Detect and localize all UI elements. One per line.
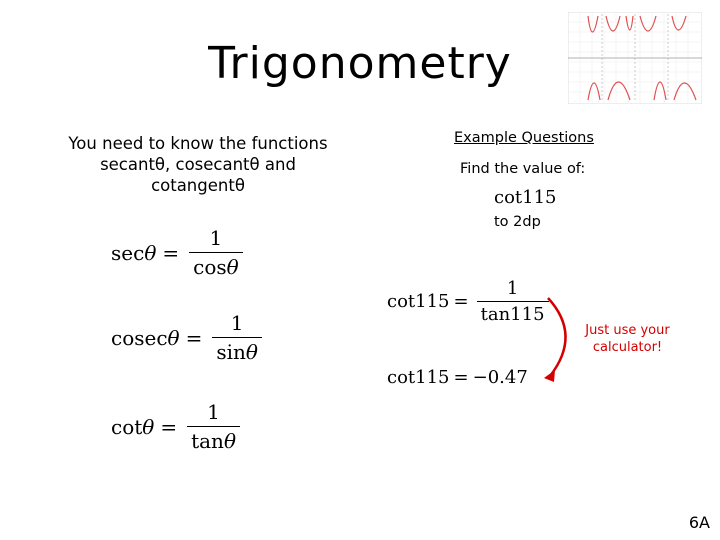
step-reciprocal bbox=[387, 278, 549, 325]
calculator-note-line-2: calculator! bbox=[592, 340, 663, 355]
example-heading: Example Questions bbox=[454, 130, 594, 146]
sec-denominator bbox=[189, 252, 243, 279]
sec-fraction bbox=[189, 226, 243, 279]
sec-den-var: θ bbox=[226, 255, 239, 279]
step1-numerator: 1 bbox=[506, 278, 519, 299]
step1-denominator: tan115 bbox=[477, 301, 549, 325]
intro-line-1: You need to know the functions bbox=[68, 134, 328, 153]
step2-equals: = bbox=[453, 367, 469, 388]
step2-result-value: −0.47 bbox=[472, 367, 528, 388]
cot-fraction bbox=[187, 400, 240, 453]
sec-identity bbox=[111, 226, 243, 279]
cosec-lhs-func: cosec bbox=[111, 325, 168, 350]
cot-den-func: tan bbox=[191, 429, 224, 453]
intro-text bbox=[18, 133, 378, 196]
step1-equals: = bbox=[453, 291, 469, 312]
cosec-fraction bbox=[212, 311, 262, 364]
svg-text:·: · bbox=[664, 99, 666, 104]
sec-lhs-func: sec bbox=[111, 240, 145, 265]
sec-equals: = bbox=[162, 240, 180, 265]
cot-den-var: θ bbox=[223, 429, 236, 453]
intro-line-3: cotangentθ bbox=[151, 176, 245, 195]
cosec-denominator bbox=[212, 337, 262, 364]
step2-lhs: cot115 bbox=[387, 367, 450, 388]
cot-lhs-var: θ bbox=[142, 414, 155, 439]
cot-denominator bbox=[187, 426, 240, 453]
cot-lhs-func: cot bbox=[111, 414, 143, 439]
cosec-numerator: 1 bbox=[230, 311, 244, 335]
svg-text:·: · bbox=[574, 99, 576, 104]
cot-identity bbox=[111, 400, 240, 453]
sec-den-func: cos bbox=[193, 255, 227, 279]
calculator-note bbox=[575, 322, 680, 356]
calculator-note-line-1: Just use your bbox=[585, 323, 670, 338]
cosec-equals: = bbox=[185, 325, 203, 350]
step-result bbox=[387, 367, 528, 388]
cosec-identity bbox=[111, 311, 262, 364]
cosec-lhs-var: θ bbox=[167, 325, 180, 350]
slide-number: 6A bbox=[688, 513, 710, 532]
cosec-den-func: sin bbox=[216, 340, 246, 364]
find-value-text: Find the value of: bbox=[460, 161, 586, 177]
sec-lhs-var: θ bbox=[144, 240, 157, 265]
step1-lhs: cot115 bbox=[387, 291, 450, 312]
question-expression: cot115 bbox=[494, 187, 557, 208]
svg-text:·: · bbox=[598, 99, 600, 104]
intro-line-2: secantθ, cosecantθ and bbox=[100, 155, 296, 174]
sec-numerator: 1 bbox=[209, 226, 223, 250]
svg-text:·: · bbox=[628, 99, 630, 104]
cosec-den-var: θ bbox=[245, 340, 258, 364]
cot-numerator: 1 bbox=[207, 400, 220, 424]
cot-equals: = bbox=[160, 414, 178, 439]
step1-fraction bbox=[477, 278, 549, 325]
slide-title: Trigonometry bbox=[208, 38, 512, 89]
precision-text: to 2dp bbox=[494, 214, 541, 230]
